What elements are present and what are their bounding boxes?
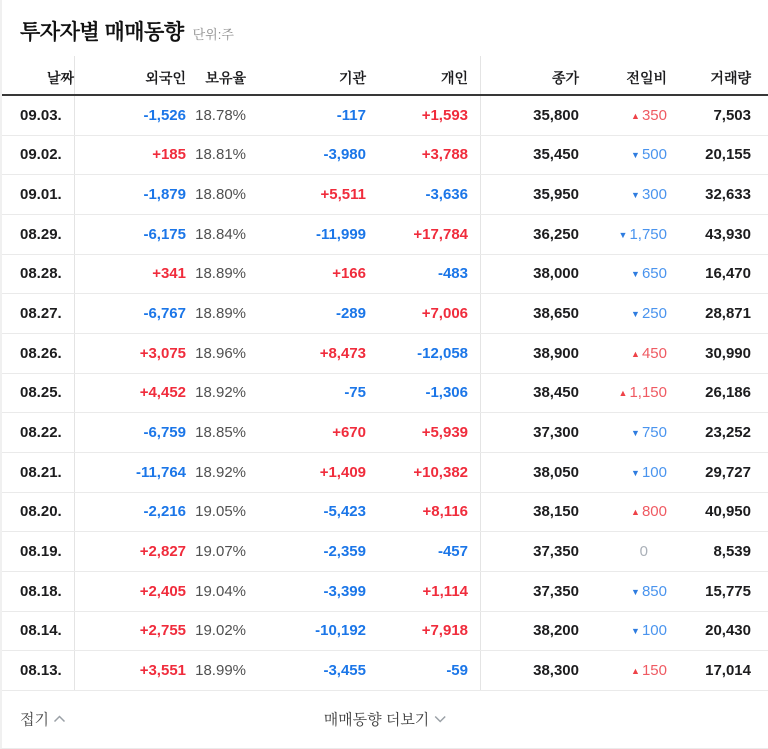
more-label: 매매동향 더보기 — [323, 711, 430, 729]
table-row — [2, 453, 768, 493]
table-body — [2, 96, 768, 691]
change-value: 750 — [641, 424, 667, 442]
foreign-net-cell: +3,551 — [139, 662, 186, 680]
foreign-net-cell: +4,452 — [139, 384, 186, 402]
close-price-cell: 38,300 — [533, 662, 579, 680]
change-direction-icon: ▼ — [631, 586, 640, 597]
holding-ratio-cell: 19.05% — [195, 503, 246, 521]
holding-ratio-cell: 18.81% — [195, 146, 246, 164]
individual-cell: -483 — [366, 255, 481, 294]
date-cell: 09.02. — [2, 136, 75, 175]
date-cell: 08.27. — [2, 294, 75, 333]
individual-cell: +5,939 — [366, 413, 481, 452]
change-direction-icon: ▼ — [631, 428, 640, 439]
day-change-cell — [579, 424, 667, 441]
close-price-cell: 38,200 — [533, 622, 579, 640]
change-direction-icon: ▼ — [631, 190, 640, 201]
col-header-ratio: 보유율 — [205, 70, 246, 86]
institution-cell: +166 — [332, 265, 366, 283]
change-value: 100 — [641, 622, 667, 640]
volume-cell: 28,871 — [705, 305, 751, 323]
day-change-cell — [579, 107, 667, 124]
institution-cell: -11,999 — [315, 225, 366, 243]
individual-cell: +8,116 — [366, 493, 481, 532]
institution-cell: -117 — [336, 106, 366, 124]
close-price-cell: 37,300 — [533, 424, 579, 442]
close-price-cell: 35,950 — [533, 186, 579, 204]
foreign-net-cell: -2,216 — [143, 503, 186, 521]
holding-ratio-cell: 19.02% — [195, 622, 246, 640]
day-change-cell — [579, 543, 667, 560]
col-header-foreign: 외국인 — [145, 70, 186, 86]
individual-cell: -457 — [366, 532, 481, 571]
change-direction-icon: ▲ — [631, 348, 640, 359]
date-cell: 08.28. — [2, 255, 75, 294]
day-change-cell — [579, 384, 667, 401]
day-change-cell — [579, 305, 667, 322]
chevron-up-icon — [53, 711, 66, 728]
volume-cell: 17,014 — [705, 662, 751, 680]
col-header-inst: 기관 — [338, 70, 366, 86]
chevron-down-icon — [433, 711, 446, 728]
holding-ratio-cell: 18.92% — [195, 384, 246, 402]
collapse-button[interactable] — [20, 709, 66, 730]
table-row — [2, 175, 768, 215]
change-direction-icon: ▲ — [631, 110, 640, 121]
foreign-net-cell: +2,405 — [139, 582, 186, 600]
date-cell: 08.25. — [2, 374, 75, 413]
unit-label: 단위:주 — [192, 27, 234, 42]
change-direction-icon: ▼ — [631, 269, 640, 280]
col-header-date: 날짜 — [2, 56, 75, 94]
change-value: 300 — [641, 186, 667, 204]
volume-cell: 7,503 — [713, 106, 751, 124]
day-change-cell — [579, 464, 667, 481]
institution-cell: -75 — [344, 384, 366, 402]
table-row — [2, 374, 768, 414]
institution-cell: +670 — [332, 424, 366, 442]
more-trading-trend-button[interactable] — [324, 709, 447, 730]
table-row — [2, 334, 768, 374]
date-cell: 08.26. — [2, 334, 75, 373]
volume-cell: 16,470 — [705, 265, 751, 283]
individual-cell: +7,006 — [366, 294, 481, 333]
change-value: 800 — [641, 503, 667, 521]
change-value: 350 — [641, 106, 667, 124]
foreign-net-cell: -6,175 — [143, 225, 186, 243]
institution-cell: -289 — [335, 305, 366, 323]
change-direction-icon: ▼ — [618, 229, 628, 240]
institution-cell: +5,511 — [320, 186, 366, 204]
institution-cell: -3,399 — [323, 582, 366, 600]
volume-cell: 30,990 — [705, 344, 751, 362]
holding-ratio-cell: 18.99% — [195, 662, 246, 680]
volume-cell: 26,186 — [705, 384, 751, 402]
change-value: 0 — [639, 543, 648, 561]
panel-footer — [2, 691, 768, 748]
change-value: 500 — [641, 146, 667, 164]
change-direction-icon: ▲ — [618, 388, 628, 399]
table-row — [2, 651, 768, 691]
volume-cell: 23,252 — [705, 424, 751, 442]
foreign-net-cell: +185 — [152, 146, 186, 164]
individual-cell: +1,593 — [366, 96, 481, 135]
individual-cell: +1,114 — [366, 572, 481, 611]
change-direction-icon: ▼ — [631, 309, 640, 320]
change-value: 100 — [641, 463, 667, 481]
day-change-cell — [579, 265, 667, 282]
volume-cell: 29,727 — [705, 463, 751, 481]
table-row — [2, 572, 768, 612]
holding-ratio-cell: 18.78% — [195, 106, 246, 124]
foreign-net-cell: +3,075 — [139, 344, 186, 362]
col-header-volume: 거래량 — [710, 70, 751, 86]
volume-cell: 20,430 — [705, 622, 751, 640]
day-change-cell — [579, 226, 667, 243]
table-header-row — [2, 56, 768, 96]
collapse-label: 접기 — [20, 711, 49, 729]
col-header-close: 종가 — [551, 70, 579, 86]
date-cell: 09.01. — [2, 175, 75, 214]
individual-cell: -59 — [366, 651, 481, 690]
change-value: 850 — [641, 582, 667, 600]
col-header-indiv: 개인 — [366, 56, 481, 94]
volume-cell: 40,950 — [705, 503, 751, 521]
table-row — [2, 96, 768, 136]
institution-cell: +1,409 — [319, 463, 366, 481]
holding-ratio-cell: 18.85% — [195, 424, 246, 442]
col-header-change: 전일비 — [626, 70, 667, 86]
date-cell: 09.03. — [2, 96, 75, 135]
individual-cell: +7,918 — [366, 612, 481, 651]
close-price-cell: 38,000 — [533, 265, 579, 283]
change-value: 250 — [641, 305, 667, 323]
institution-cell: -2,359 — [323, 543, 366, 561]
panel-header — [2, 0, 768, 56]
day-change-cell — [579, 622, 667, 639]
foreign-net-cell: +2,755 — [139, 622, 186, 640]
change-direction-icon: ▼ — [631, 150, 640, 161]
date-cell: 08.18. — [2, 572, 75, 611]
page-title: 투자자별 매매동향 — [20, 21, 184, 44]
close-price-cell: 38,900 — [533, 344, 579, 362]
table-row — [2, 413, 768, 453]
day-change-cell — [579, 345, 667, 362]
foreign-net-cell: -11,764 — [135, 463, 186, 481]
close-price-cell: 38,650 — [533, 305, 579, 323]
volume-cell: 32,633 — [705, 186, 751, 204]
table-row — [2, 612, 768, 652]
table-row — [2, 215, 768, 255]
holding-ratio-cell: 18.89% — [195, 305, 246, 323]
holding-ratio-cell: 18.80% — [195, 186, 246, 204]
trading-table — [2, 56, 768, 691]
date-cell: 08.22. — [2, 413, 75, 452]
table-row — [2, 255, 768, 295]
volume-cell: 15,775 — [705, 582, 751, 600]
foreign-net-cell: +341 — [152, 265, 186, 283]
day-change-cell — [579, 146, 667, 163]
holding-ratio-cell: 19.04% — [195, 582, 246, 600]
individual-cell: -12,058 — [366, 334, 481, 373]
close-price-cell: 38,050 — [533, 463, 579, 481]
date-cell: 08.14. — [2, 612, 75, 651]
close-price-cell: 35,450 — [533, 146, 579, 164]
holding-ratio-cell: 18.84% — [195, 225, 246, 243]
volume-cell: 43,930 — [705, 225, 751, 243]
day-change-cell — [579, 662, 667, 679]
close-price-cell: 37,350 — [533, 582, 579, 600]
institution-cell: +8,473 — [319, 344, 366, 362]
change-direction-icon: ▼ — [631, 626, 640, 637]
change-value: 450 — [641, 344, 667, 362]
foreign-net-cell: +2,827 — [139, 543, 186, 561]
close-price-cell: 36,250 — [533, 225, 579, 243]
date-cell: 08.19. — [2, 532, 75, 571]
foreign-net-cell: -6,759 — [143, 424, 186, 442]
day-change-cell — [579, 503, 667, 520]
change-direction-icon: ▲ — [631, 666, 640, 677]
table-row — [2, 532, 768, 572]
foreign-net-cell: -6,767 — [143, 305, 186, 323]
change-value: 150 — [641, 662, 667, 680]
individual-cell: -1,306 — [366, 374, 481, 413]
close-price-cell: 35,800 — [533, 106, 579, 124]
institution-cell: -5,423 — [323, 503, 366, 521]
institution-cell: -3,980 — [323, 146, 366, 164]
close-price-cell: 37,350 — [533, 543, 579, 561]
date-cell: 08.29. — [2, 215, 75, 254]
individual-cell: -3,636 — [366, 175, 481, 214]
foreign-net-cell: -1,879 — [143, 186, 186, 204]
day-change-cell — [579, 583, 667, 600]
individual-cell: +3,788 — [366, 136, 481, 175]
date-cell: 08.13. — [2, 651, 75, 690]
individual-cell: +10,382 — [366, 453, 481, 492]
institution-cell: -10,192 — [315, 622, 366, 640]
change-direction-icon: ▼ — [631, 467, 640, 478]
date-cell: 08.21. — [2, 453, 75, 492]
change-value: 650 — [641, 265, 667, 283]
holding-ratio-cell: 18.92% — [195, 463, 246, 481]
table-row — [2, 294, 768, 334]
individual-cell: +17,784 — [366, 215, 481, 254]
table-row — [2, 493, 768, 533]
volume-cell: 8,539 — [713, 543, 751, 561]
close-price-cell: 38,150 — [533, 503, 579, 521]
holding-ratio-cell: 18.89% — [195, 265, 246, 283]
date-cell: 08.20. — [2, 493, 75, 532]
volume-cell: 20,155 — [705, 146, 751, 164]
holding-ratio-cell: 19.07% — [195, 543, 246, 561]
institution-cell: -3,455 — [323, 662, 366, 680]
change-direction-icon: ▲ — [631, 507, 640, 518]
change-value: 1,750 — [629, 225, 667, 243]
close-price-cell: 38,450 — [533, 384, 579, 402]
foreign-net-cell: -1,526 — [143, 106, 186, 124]
holding-ratio-cell: 18.96% — [195, 344, 246, 362]
change-value: 1,150 — [629, 384, 667, 402]
day-change-cell — [579, 186, 667, 203]
table-row — [2, 136, 768, 176]
